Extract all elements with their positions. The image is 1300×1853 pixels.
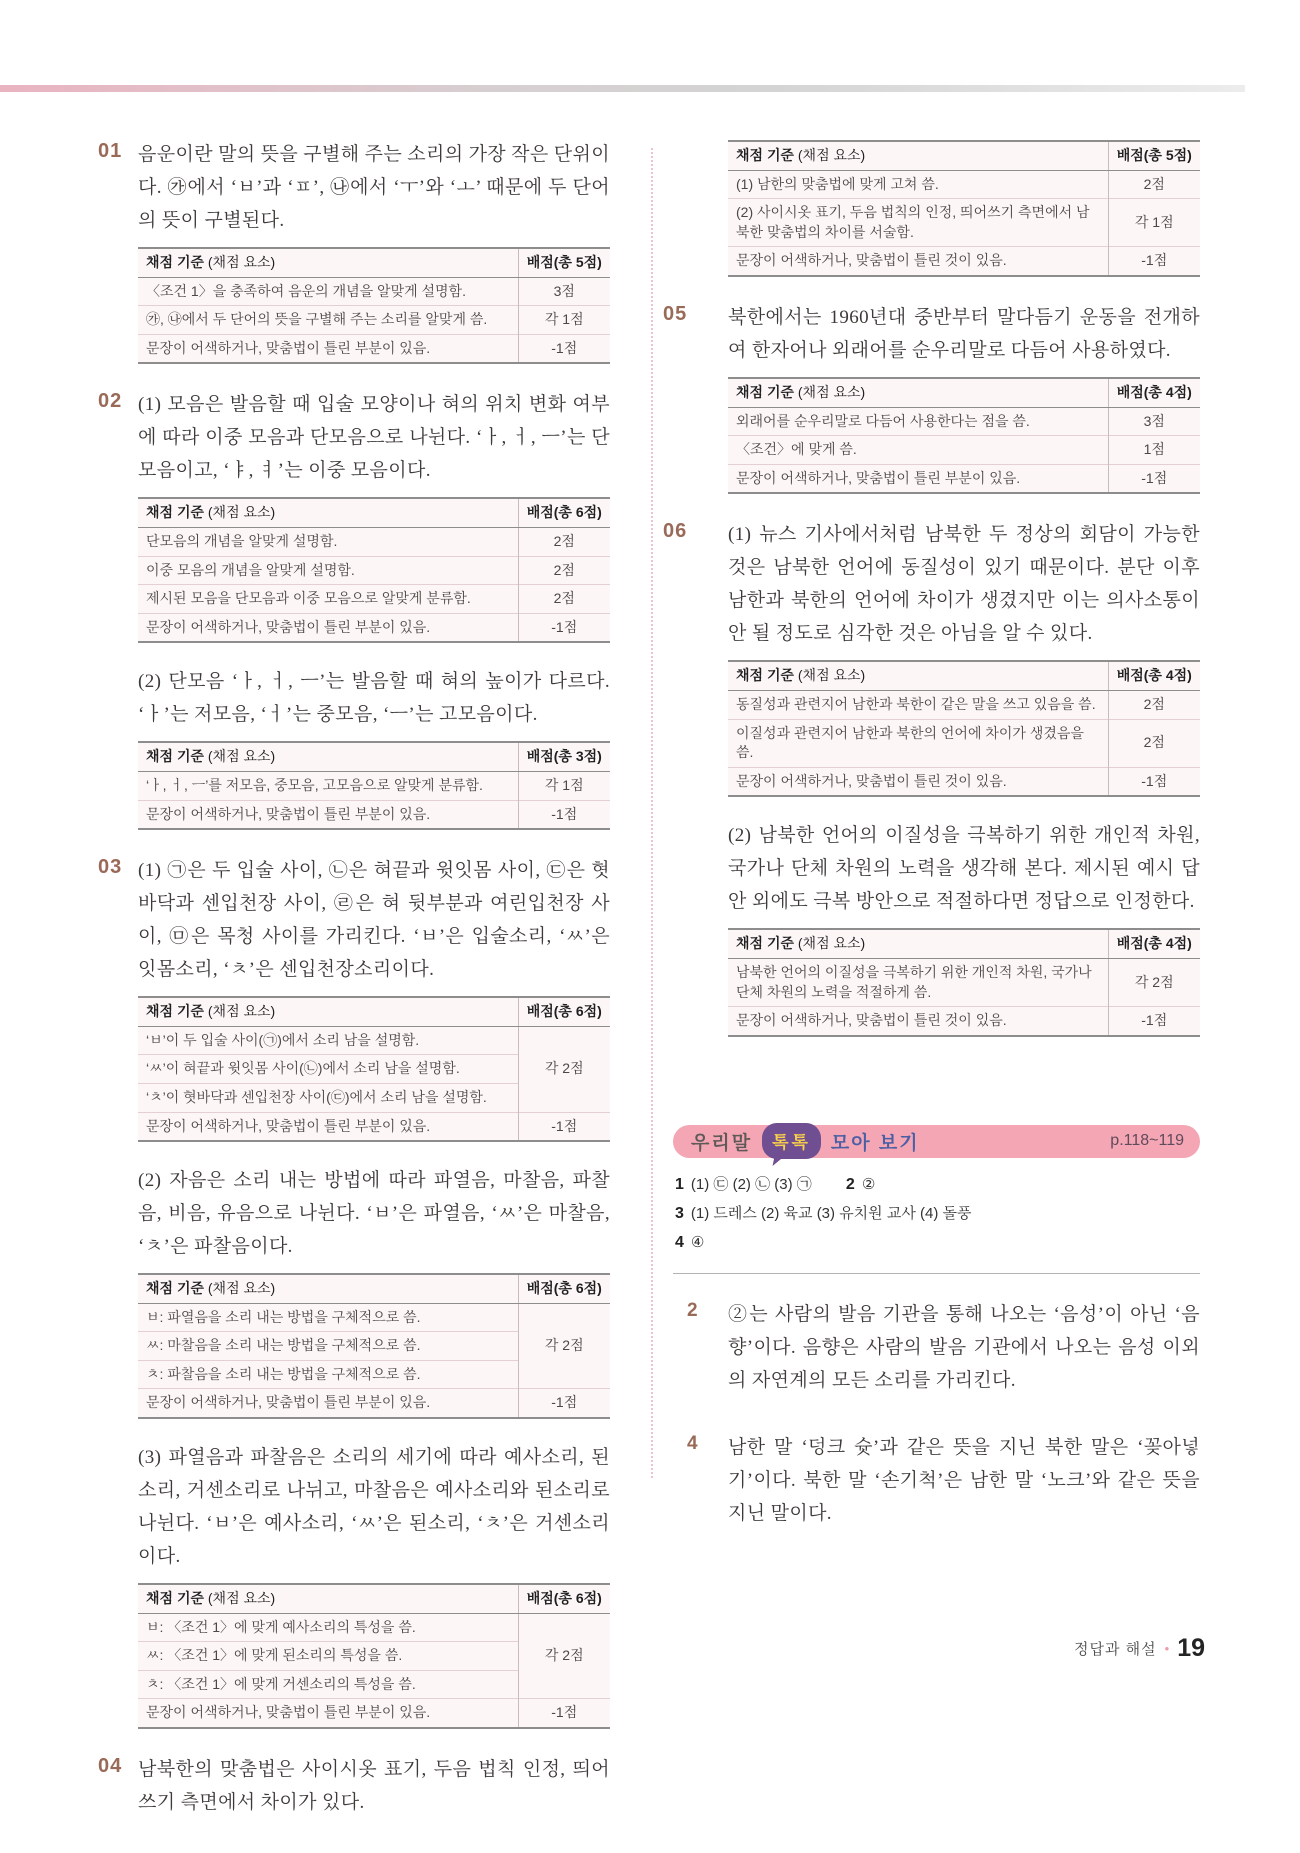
criteria-cell: 문장이 어색하거나, 맞춤법이 틀린 부분이 있음. (728, 464, 1108, 493)
explanation-text: 북한에서는 1960년대 중반부터 말다듬기 운동을 전개하여 한자어나 외래어를 순우리말로 다듬어 사용하였다. (728, 306, 1200, 361)
rubric-table-03b (138, 1273, 610, 1419)
rubric-row (138, 556, 610, 585)
criteria-cell: 이중 모음의 개념을 알맞게 설명함. (138, 556, 518, 585)
rubric-criteria-header: 채점 기준 (채점 요소) (728, 378, 1108, 407)
criteria-cell: 제시된 모음을 단모음과 이중 모음으로 알맞게 분류함. (138, 585, 518, 614)
criteria-cell: ㅆ: 마찰음을 소리 내는 방법을 구체적으로 씀. (138, 1332, 518, 1361)
item-number: 04 (98, 1755, 123, 1778)
rubric-row (728, 436, 1200, 465)
points-cell: 각 1점 (518, 771, 610, 800)
points-cell-merged: 각 2점 (518, 1026, 610, 1112)
rubric-criteria-header: 채점 기준 (채점 요소) (138, 1584, 518, 1613)
criteria-cell: 이질성과 관련지어 남한과 북한의 언어에 차이가 생겼음을 씀. (728, 719, 1108, 767)
explanation-text: (2) 남북한 언어의 이질성을 극복하기 위한 개인적 차원, 국가나 단체 차원의 노력을 생각해 본다. 제시된 예시 답안 외에도 극복 방안으로 적절하다면 정답으로 인정한다. (728, 825, 1200, 913)
points-cell: -1점 (1108, 767, 1200, 796)
rubric-table-02a (138, 497, 610, 643)
points-cell: 2점 (518, 556, 610, 585)
answer-item-03 (98, 854, 610, 1729)
explanation-text: (3) 파열음과 파찰음은 소리의 세기에 따라 예사소리, 된소리, 거센소리로 나뉘고, 마찰음은 예사소리와 된소리로 나뉜다. ‘ㅂ’은 예사소리, ‘ㅆ’은 된소리, ‘ㅊ’은 거센소리이다. (138, 1447, 610, 1568)
talk-talk-badge: 톡톡 (762, 1123, 821, 1159)
rubric-row (138, 1699, 610, 1728)
rubric-criteria-header: 채점 기준 (채점 요소) (728, 141, 1108, 170)
points-cell: 각 1점 (1108, 199, 1200, 247)
answer-item-02 (98, 388, 610, 830)
points-cell: -1점 (518, 1699, 610, 1728)
rubric-table-01 (138, 247, 610, 364)
rubric-points-header: 배점(총 4점) (1108, 929, 1200, 958)
answer-item-04-continued (663, 138, 1200, 277)
criteria-cell: 문장이 어색하거나, 맞춤법이 틀린 부분이 있음. (138, 613, 518, 642)
rubric-table-04 (728, 140, 1200, 277)
answer-item-06 (663, 518, 1200, 1036)
rubric-criteria-header: 채점 기준 (채점 요소) (138, 248, 518, 277)
answer-entry: 2 ② (845, 1175, 876, 1193)
points-cell: -1점 (1108, 464, 1200, 493)
rubric-row (138, 585, 610, 614)
explanation-text: (2) 단모음 ‘ㅏ, ㅓ, ㅡ’는 발음할 때 혀의 높이가 다르다. ‘ㅏ’는 저모음, ‘ㅓ’는 중모음, ‘ㅡ’는 고모음이다. (138, 671, 610, 726)
points-cell: -1점 (518, 334, 610, 363)
rubric-row (728, 170, 1200, 199)
rubric-points-header: 배점(총 5점) (1108, 141, 1200, 170)
criteria-cell: (1) 남한의 맞춤법에 맞게 고쳐 씀. (736, 175, 939, 192)
review-title-suffix: 모아 보기 (830, 1132, 920, 1154)
page-footer (1074, 1634, 1205, 1663)
criteria-cell: ‘ㅏ, ㅓ, ㅡ’를 저모음, 중모음, 고모음으로 알맞게 분류함. (146, 776, 483, 793)
rubric-row (728, 407, 1200, 436)
criteria-cell: 남북한 언어의 이질성을 극복하기 위한 개인적 차원, 국가나 단체 차원의 노력을 적절하게 씀. (736, 963, 1092, 1000)
points-cell: -1점 (518, 613, 610, 642)
rubric-points-header: 배점(총 6점) (518, 1584, 610, 1613)
answer-item-01 (98, 138, 610, 364)
quick-answers (675, 1170, 1200, 1257)
rubric-criteria-header: 채점 기준 (채점 요소) (138, 742, 518, 771)
rubric-table-06a (728, 660, 1200, 797)
points-cell: -1점 (1108, 1007, 1200, 1036)
rubric-criteria-header: 채점 기준 (채점 요소) (138, 1274, 518, 1303)
points-cell: 3점 (518, 277, 610, 306)
criteria-cell: ㅂ: 파열음을 소리 내는 방법을 구체적으로 씀. (146, 1308, 421, 1325)
rubric-row (138, 771, 610, 800)
rubric-row (728, 719, 1200, 767)
footer-label: 정답과 해설 (1074, 1641, 1157, 1658)
rubric-row (138, 334, 610, 363)
rubric-row (138, 800, 610, 829)
criteria-cell: 단모음의 개념을 알맞게 설명함. (146, 532, 338, 549)
item-body (138, 854, 610, 1729)
answer-entry: 4 ④ (675, 1233, 705, 1251)
item-body (728, 301, 1200, 494)
points-cell-merged: 각 2점 (518, 1613, 610, 1699)
criteria-cell: ‘ㅊ’이 혓바닥과 센입천장 사이(㉢)에서 소리 남을 설명함. (138, 1083, 518, 1112)
answer-entry: 3 (1) 드레스 (2) 육교 (3) 유치원 교사 (4) 돌풍 (675, 1204, 972, 1222)
points-cell: 2점 (1108, 690, 1200, 719)
rubric-points-header: 배점(총 4점) (1108, 661, 1200, 690)
item-number: 4 (687, 1432, 699, 1454)
explanation-text: (1) 뉴스 기사에서처럼 남북한 두 정상의 회담이 가능한 것은 남북한 언어에 동질성이 있기 때문이다. 분단 이후 남한과 북한의 언어에 차이가 생겼지만 이는 의사소통이 안 될 정도로 심각한 것은 아님을 알 수 있다. (728, 524, 1200, 645)
rubric-row (728, 464, 1200, 493)
rubric-row (138, 277, 610, 306)
criteria-cell: 외래어를 순우리말로 다듬어 사용한다는 점을 씀. (736, 412, 1030, 429)
answers-row-1 (675, 1170, 1200, 1228)
rubric-row (138, 613, 610, 642)
rubric-table-05 (728, 377, 1200, 494)
criteria-cell: 문장이 어색하거나, 맞춤법이 틀린 부분이 있음. (138, 334, 518, 363)
rubric-row (138, 527, 610, 556)
criteria-cell: ㅊ: 〈조건 1〉에 맞게 거센소리의 특성을 씀. (138, 1670, 518, 1699)
explanation-text: ②는 사람의 발음 기관을 통해 나오는 ‘음성’이 아닌 ‘음향’이다. 음향은 사람의 발음 기관에서 나오는 음성 이외의 자연계의 모든 소리를 가리킨다. (728, 1303, 1200, 1391)
rubric-table-03a (138, 996, 610, 1142)
footer-bullet: • (1164, 1641, 1170, 1656)
criteria-cell: 문장이 어색하거나, 맞춤법이 틀린 부분이 있음. (138, 1389, 518, 1418)
criteria-cell: ㅆ: 〈조건 1〉에 맞게 된소리의 특성을 씀. (138, 1642, 518, 1671)
points-cell: 3점 (1108, 407, 1200, 436)
rubric-criteria-header: 채점 기준 (채점 요소) (728, 929, 1108, 958)
rubric-row (728, 958, 1200, 1006)
rubric-criteria-header: 채점 기준 (채점 요소) (728, 661, 1108, 690)
criteria-cell: 〈조건〉에 맞게 씀. (728, 436, 1108, 465)
points-cell: 2점 (518, 527, 610, 556)
rubric-row (138, 1613, 610, 1642)
answer-item-04 (98, 1753, 610, 1829)
left-column (98, 138, 610, 1853)
explanation-text: (2) 자음은 소리 내는 방법에 따라 파열음, 마찰음, 파찰음, 비음, 유음으로 나뉜다. ‘ㅂ’은 파열음, ‘ㅆ’은 마찰음, ‘ㅊ’은 파찰음이다. (138, 1170, 610, 1258)
rubric-row (138, 1026, 610, 1055)
rubric-row (138, 306, 610, 335)
item-body (728, 1431, 1200, 1540)
criteria-cell: 문장이 어색하거나, 맞춤법이 틀린 부분이 있음. (138, 1112, 518, 1141)
review-title-prefix: 우리말 (691, 1132, 753, 1154)
points-cell: 1점 (1108, 436, 1200, 465)
rubric-row (728, 1007, 1200, 1036)
rubric-points-header: 배점(총 6점) (518, 1274, 610, 1303)
page-number: 19 (1177, 1634, 1205, 1662)
criteria-cell: ‘ㅆ’이 혀끝과 윗잇몸 사이(㉡)에서 소리 남을 설명함. (138, 1055, 518, 1084)
rubric-points-header: 배점(총 6점) (518, 498, 610, 527)
criteria-cell: (2) 사이시옷 표기, 두음 법칙의 인정, 띄어쓰기 측면에서 남북한 맞춤법의 차이를 서술함. (728, 199, 1108, 247)
review-header-bar (673, 1125, 1200, 1158)
rubric-row (728, 767, 1200, 796)
review-section (673, 1125, 1200, 1540)
points-cell: 2점 (518, 585, 610, 614)
criteria-cell: 문장이 어색하거나, 맞춤법이 틀린 것이 있음. (728, 767, 1108, 796)
criteria-cell: 동질성과 관련지어 남한과 북한이 같은 말을 쓰고 있음을 씀. (736, 695, 1096, 712)
review-page-ref: p.118~119 (1110, 1132, 1184, 1150)
answer-entry: 1 (1) ㉢ (2) ㉡ (3) ㉠ (675, 1175, 812, 1193)
explanation-text: (1) ㉠은 두 입술 사이, ㉡은 혀끝과 윗잇몸 사이, ㉢은 혓바닥과 센입천장 사이, ㉣은 혀 뒷부분과 여린입천장 사이, ㉤은 목청 사이를 가리킨다. ‘ㅂ’은 입술소리, ‘ㅆ’은 잇몸소리, ‘ㅊ’은 센입천장소리이다. (138, 860, 610, 981)
item-number-spacer (663, 138, 728, 277)
item-body (138, 1753, 610, 1829)
rubric-points-header: 배점(총 6점) (518, 997, 610, 1026)
explanation-text: 남한 말 ‘덩크 슛’과 같은 뜻을 지닌 북한 말은 ‘꽂아넣기’이다. 북한 말 ‘손기척’은 남한 말 ‘노크’와 같은 뜻을 지닌 말이다. (728, 1436, 1200, 1524)
rubric-table-03c (138, 1583, 610, 1729)
rubric-row (138, 1389, 610, 1418)
criteria-cell: ㉮, ㉯에서 두 단어의 뜻을 구별해 주는 소리를 알맞게 씀. (138, 306, 518, 335)
explanation-text: 남북한의 맞춤법은 사이시옷 표기, 두음 법칙 인정, 띄어쓰기 측면에서 차이가 있다. (138, 1759, 610, 1814)
points-cell: 2점 (1108, 170, 1200, 199)
item-body (728, 1298, 1200, 1407)
criteria-cell: 〈조건 1〉을 충족하여 음운의 개념을 알맞게 설명함. (146, 282, 466, 299)
item-body (728, 518, 1200, 1036)
rubric-table-02b (138, 741, 610, 830)
rubric-points-header: 배점(총 3점) (518, 742, 610, 771)
points-cell: 2점 (1108, 719, 1200, 767)
rubric-criteria-header: 채점 기준 (채점 요소) (138, 498, 518, 527)
rubric-row (138, 1303, 610, 1332)
answers-row-2 (675, 1228, 1200, 1257)
criteria-cell: ㅊ: 파찰음을 소리 내는 방법을 구체적으로 씀. (138, 1360, 518, 1389)
rubric-row (138, 1112, 610, 1141)
header-gradient-rule (0, 85, 1245, 92)
right-column (663, 138, 1200, 1564)
rubric-points-header: 배점(총 5점) (518, 248, 610, 277)
criteria-cell: ㅂ: 〈조건 1〉에 맞게 예사소리의 특성을 씀. (146, 1618, 416, 1635)
criteria-cell: 문장이 어색하거나, 맞춤법이 틀린 것이 있음. (728, 1007, 1108, 1036)
criteria-cell: 문장이 어색하거나, 맞춤법이 틀린 것이 있음. (728, 247, 1108, 276)
explanation-text: 음운이란 말의 뜻을 구별해 주는 소리의 가장 작은 단위이다. ㉮에서 ‘ㅂ’과 ‘ㅍ’, ㉯에서 ‘ㅜ’와 ‘ㅗ’ 때문에 두 단어의 뜻이 구별된다. (138, 144, 610, 231)
item-number: 02 (98, 390, 123, 413)
points-cell-merged: 각 2점 (518, 1303, 610, 1389)
rubric-criteria-header: 채점 기준 (채점 요소) (138, 997, 518, 1026)
item-body (138, 388, 610, 830)
criteria-cell: 문장이 어색하거나, 맞춤법이 틀린 부분이 있음. (138, 800, 518, 829)
answer-item-05 (663, 301, 1200, 494)
review-divider (673, 1273, 1200, 1274)
rubric-row (728, 199, 1200, 247)
points-cell: -1점 (1108, 247, 1200, 276)
rubric-table-06b (728, 928, 1200, 1036)
item-number: 05 (663, 302, 688, 325)
item-number: 01 (98, 140, 123, 162)
review-explanation-4 (673, 1431, 1200, 1540)
item-number: 03 (98, 856, 123, 879)
points-cell: -1점 (518, 1389, 610, 1418)
rubric-row (728, 690, 1200, 719)
criteria-cell: ‘ㅂ’이 두 입술 사이(㉠)에서 소리 남을 설명함. (146, 1031, 420, 1048)
points-cell: -1점 (518, 800, 610, 829)
item-number: 06 (663, 520, 688, 543)
points-cell: -1점 (518, 1112, 610, 1141)
criteria-cell: 문장이 어색하거나, 맞춤법이 틀린 부분이 있음. (138, 1699, 518, 1728)
item-number: 2 (687, 1299, 699, 1321)
points-cell: 각 2점 (1108, 958, 1200, 1006)
item-body (138, 138, 610, 364)
points-cell: 각 1점 (518, 306, 610, 335)
column-divider (651, 148, 653, 1478)
item-body (728, 138, 1200, 277)
rubric-points-header: 배점(총 4점) (1108, 378, 1200, 407)
explanation-text: (1) 모음은 발음할 때 입술 모양이나 혀의 위치 변화 여부에 따라 이중 모음과 단모음으로 나뉜다. ‘ㅏ, ㅓ, ㅡ’는 단모음이고, ‘ㅑ, ㅕ’는 이중 모음이다. (138, 394, 610, 482)
review-explanation-2 (673, 1298, 1200, 1407)
rubric-row (728, 247, 1200, 276)
